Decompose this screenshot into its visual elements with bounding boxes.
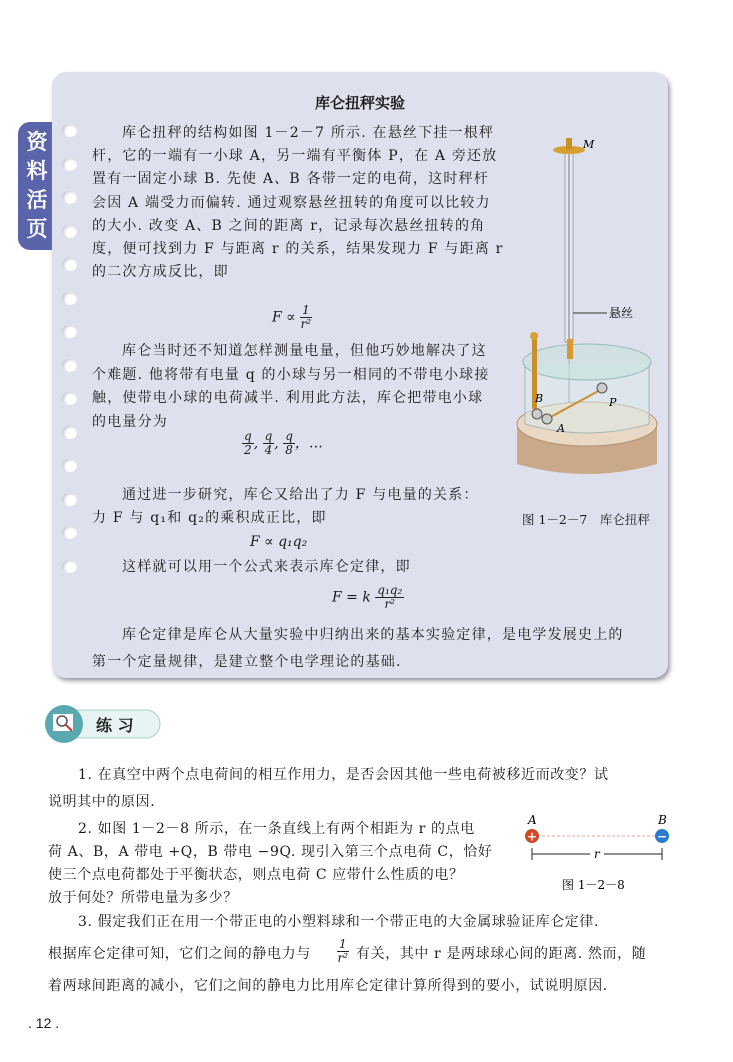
formula-coulomb-law	[332, 584, 404, 611]
binder-ring-hole	[62, 560, 77, 573]
box-title: 库仑扭秤实验	[314, 94, 405, 112]
label-M: M	[583, 138, 595, 151]
formula-product: F ∝ q₁q₂	[250, 534, 308, 550]
binder-ring-hole	[62, 158, 77, 171]
label-B: B	[658, 813, 667, 827]
torsion-balance-illustration	[507, 134, 667, 504]
page-number: . 12 .	[28, 1015, 60, 1031]
binder-ring-hole	[62, 392, 77, 405]
text-line: 库仑扭秤的结构如图 1－2－7 所示. 在悬丝下挂一根秤	[122, 125, 495, 141]
label-A: A	[528, 813, 537, 827]
text-line: 放于何处？所带电量为多少？	[48, 890, 238, 906]
exercise-heading: 练 习	[96, 716, 134, 735]
text-line: 使三个点电荷都处于平衡状态，则点电荷 C 应带什么性质的电？	[48, 867, 464, 883]
label-B: B	[535, 392, 544, 405]
text-line: 度，便可找到力 F 与距离 r 的关系，结果发现力 F 与距离 r	[92, 241, 504, 257]
side-tab-resource-page: 资料活页	[18, 122, 56, 250]
text-line: 的大小. 改变 A、B 之间的距离 r，记录每次悬丝扭转的角	[92, 217, 486, 234]
figure-caption-1-2-7: 图 1－2－7 库仑扭秤	[522, 512, 650, 527]
frac-num: 1	[339, 937, 347, 951]
text-line: 有关，其中 r 是两球球心间的距离. 然而，随	[356, 946, 647, 962]
frac-num: q	[244, 429, 252, 443]
text-line: 荷 A、B，A 带电 +Q，B 带电 −9Q. 现引入第三个点电荷 C，恰好	[48, 844, 493, 860]
balance-P	[597, 383, 607, 393]
binder-ring-hole	[62, 258, 77, 271]
frac-num: q	[264, 429, 273, 443]
ball-B	[532, 409, 542, 419]
text-line: 通过进一步研究，库仑又给出了力 F 与电量的关系：	[122, 487, 479, 503]
binder-ring-hole	[62, 426, 77, 439]
text-line: 这样就可以用一个公式来表示库仑定律，即	[122, 559, 411, 575]
text-line: 第一个定量规律，是建立整个电学理论的基础.	[92, 654, 402, 670]
binder-ring-hole	[62, 292, 77, 305]
frac-num: q₁q₂	[377, 583, 403, 597]
label-r: r	[594, 847, 600, 861]
text-line: 的电量分为	[92, 413, 168, 430]
text-line: 杆，它的一端有一小球 A，另一端有平衡体 P，在 A 旁还放	[92, 148, 498, 165]
text-line: 2. 如图 1－2－8 所示，在一条直线上有两个相距为 r 的点电	[78, 821, 475, 837]
exercise-badge	[44, 704, 162, 744]
text-line: 库仑当时还不知道怎样测量电量，但他巧妙地解决了这	[122, 343, 487, 359]
text-line: 着两球间距离的减小，它们之间的静电力比用库仑定律计算所得到的要小，试说明原因.	[48, 978, 608, 994]
text-line: 3. 假定我们正在用一个带正电的小塑料球和一个带正电的大金属球验证库仑定律.	[78, 914, 600, 930]
binder-ring-hole	[62, 124, 77, 137]
binder-ring-hole	[62, 225, 77, 238]
figure-caption-1-2-8: 图 1－2－8	[562, 878, 625, 892]
frac-den: 2	[244, 443, 252, 457]
ball-A	[542, 414, 552, 424]
text-line: 个难题. 他将带有电量 q 的小球与另一相同的不带电小球接	[92, 366, 490, 383]
text-line: 会因 A 端受力而偏转. 通过观察悬丝扭转的角度可以比较力	[92, 194, 491, 211]
formula-lhs: F ∝	[272, 309, 296, 326]
text-line: 1. 在真空中两个点电荷间的相互作用力，是否会因其他一些电荷被移近而改变？试	[78, 767, 609, 783]
text-line: 置有一固定小球 B. 先使 A、B 各带一定的电荷，这时秤杆	[92, 171, 489, 188]
binder-ring-hole	[62, 359, 77, 372]
figure-1-2-8-diagram	[520, 812, 680, 892]
minus-sign: −	[656, 829, 668, 844]
formula-charge-fractions: $\frac{q}{2}$, $\frac{q}{4}$, $\frac{q}{8}$，…	[244, 429, 323, 457]
text-line: 库仑定律是库仑从大量实验中归纳出来的基本实验定律，是电学发展史上的	[122, 627, 624, 643]
binder-ring-hole	[62, 191, 77, 204]
text-line: 说明其中的原因.	[48, 794, 156, 810]
formula-lhs: F = k	[332, 589, 371, 606]
binder-ring-hole	[62, 459, 77, 472]
text-line: 根据库仑定律可知，它们之间的静电力与	[48, 946, 311, 962]
binder-ring-hole	[62, 493, 77, 506]
binder-ring-hole	[62, 526, 77, 539]
plus-sign: +	[526, 829, 538, 844]
label-A: A	[557, 422, 565, 435]
frac-den: r²	[337, 951, 349, 965]
label-suspension-wire: 悬丝	[609, 306, 634, 320]
text-line: 力 F 与 q₁和 q₂的乘积成正比，即	[92, 510, 327, 526]
frac-den: 8	[285, 443, 293, 457]
frac-den: r²	[300, 317, 312, 331]
ellipsis: ，…	[294, 435, 323, 452]
text-line: 的二次方成反比，即	[92, 264, 229, 281]
frac-num: 1	[302, 303, 310, 317]
q3-fraction	[337, 938, 349, 965]
info-box-panel	[52, 72, 668, 678]
binder-ring-hole	[62, 325, 77, 338]
frac-num: q	[285, 429, 293, 443]
label-P: P	[609, 396, 617, 409]
text-line: 触，使带电小球的电荷减半. 利用此方法，库仑把带电小球	[92, 390, 484, 406]
formula-inverse-square	[272, 304, 312, 331]
frac-den: 4	[264, 443, 273, 457]
frac-den: r²	[384, 597, 396, 611]
